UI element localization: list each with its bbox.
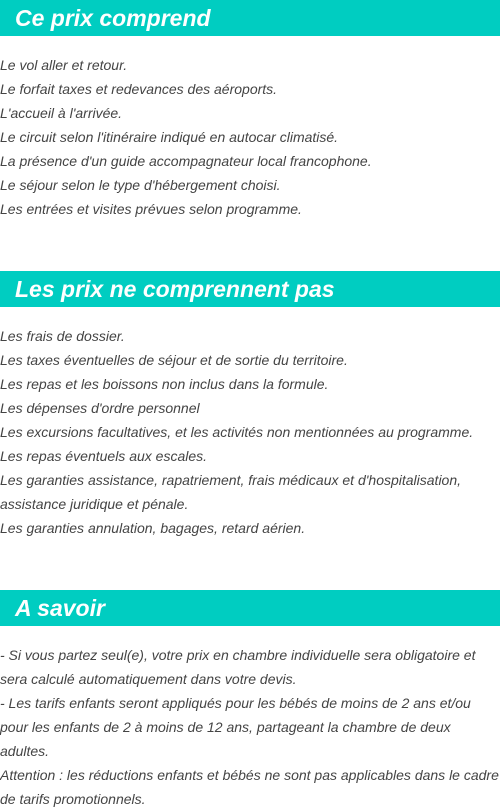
list-item: Les excursions facultatives, et les activités non mentionnées au programme. [0, 424, 474, 440]
list-item: Le vol aller et retour. [0, 57, 128, 73]
list-item: Le circuit selon l'itinéraire indiqué en autocar climatisé. [0, 129, 339, 145]
list-item: Les repas éventuels aux escales. [0, 448, 208, 464]
list-item: Les repas et les boissons non inclus dans la formule. [0, 376, 329, 392]
included-section [0, 0, 500, 221]
list-item: - Si vous partez seul(e), votre prix en chambre individuelle sera obligatoire et sera calculé automatiquement dans votre devis. [0, 647, 476, 687]
list-item: Les garanties assistance, rapatriement, frais médicaux et d'hospitalisation, assistance juridique et pénale. [0, 472, 462, 512]
list-item: La présence d'un guide accompagnateur local francophone. [0, 153, 372, 169]
excluded-list [0, 307, 500, 540]
list-item: Les entrées et visites prévues selon programme. [0, 201, 302, 217]
list-item: Les dépenses d'ordre personnel [0, 400, 200, 416]
list-item: Attention : les réductions enfants et bébés ne sont pas applicables dans le cadre de tarifs promotionnels. [0, 767, 499, 807]
list-item: Les garanties annulation, bagages, retard aérien. [0, 520, 306, 536]
list-item: Les taxes éventuelles de séjour et de sortie du territoire. [0, 352, 348, 368]
excluded-section [0, 271, 500, 540]
info-section [0, 590, 500, 811]
excluded-header: Les prix ne comprennent pas [0, 271, 500, 307]
list-item: Les frais de dossier. [0, 328, 125, 344]
info-header: A savoir [0, 590, 500, 626]
info-list [0, 626, 500, 811]
list-item: Le forfait taxes et redevances des aéroports. [0, 81, 278, 97]
list-item: - Les tarifs enfants seront appliqués pour les bébés de moins de 2 ans et/ou pour les enfants de 2 à moins de 12 ans, partageant la chambre de deux adultes. [0, 695, 471, 759]
list-item: Le séjour selon le type d'hébergement choisi. [0, 177, 281, 193]
list-item: L'accueil à l'arrivée. [0, 105, 123, 121]
included-list [0, 36, 500, 221]
included-header: Ce prix comprend [0, 0, 500, 36]
